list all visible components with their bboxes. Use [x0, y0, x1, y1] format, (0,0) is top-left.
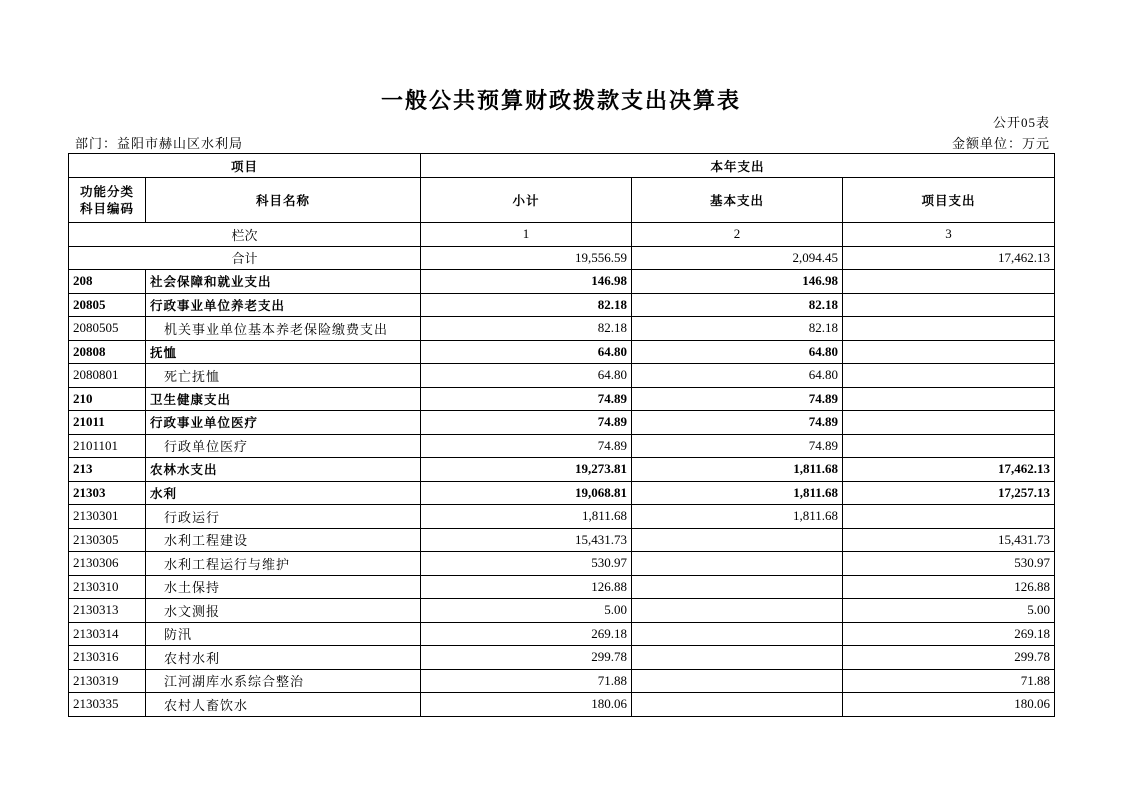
row-subtotal: 5.00 — [421, 599, 632, 623]
row-name: 江河湖库水系综合整治 — [146, 669, 421, 693]
row-name: 行政事业单位医疗 — [146, 411, 421, 435]
row-basic: 146.98 — [632, 270, 843, 294]
row-project: 530.97 — [843, 552, 1055, 576]
table-row — [69, 646, 1055, 670]
row-name: 卫生健康支出 — [146, 387, 421, 411]
row-name: 机关事业单位基本养老保险缴费支出 — [146, 317, 421, 341]
table-row — [69, 693, 1055, 717]
row-name: 农村人畜饮水 — [146, 693, 421, 717]
page-title: 一般公共预算财政拨款支出决算表 — [380, 89, 741, 114]
row-name: 农村水利 — [146, 646, 421, 670]
column-index-label: 栏次 — [69, 223, 421, 247]
row-code: 2130310 — [69, 575, 146, 599]
total-basic: 2,094.45 — [632, 246, 843, 270]
row-subtotal: 15,431.73 — [421, 528, 632, 552]
column-index-row — [69, 223, 1055, 247]
row-basic: 82.18 — [632, 293, 843, 317]
table-row — [69, 528, 1055, 552]
row-code: 2130314 — [69, 622, 146, 646]
row-subtotal: 530.97 — [421, 552, 632, 576]
item-header: 项目 — [69, 154, 421, 178]
project-header: 项目支出 — [843, 178, 1055, 223]
row-project — [843, 434, 1055, 458]
row-name: 水利工程建设 — [146, 528, 421, 552]
form-number: 公开05表 — [992, 115, 1050, 130]
subtotal-header: 小计 — [421, 178, 632, 223]
row-code: 2080505 — [69, 317, 146, 341]
row-code: 2130301 — [69, 505, 146, 529]
header-row-columns — [69, 178, 1055, 223]
table-row — [69, 505, 1055, 529]
row-basic: 74.89 — [632, 411, 843, 435]
row-code: 2130305 — [69, 528, 146, 552]
table-row — [69, 458, 1055, 482]
row-project: 17,462.13 — [843, 458, 1055, 482]
row-name: 行政运行 — [146, 505, 421, 529]
current-year-header: 本年支出 — [421, 154, 1055, 178]
row-basic — [632, 669, 843, 693]
row-basic: 64.80 — [632, 364, 843, 388]
row-subtotal: 71.88 — [421, 669, 632, 693]
row-name: 水土保持 — [146, 575, 421, 599]
row-basic — [632, 622, 843, 646]
total-row — [69, 246, 1055, 270]
table-row — [69, 622, 1055, 646]
table-row — [69, 270, 1055, 294]
row-subtotal: 19,273.81 — [421, 458, 632, 482]
row-code: 2130313 — [69, 599, 146, 623]
row-basic: 74.89 — [632, 387, 843, 411]
row-basic — [632, 599, 843, 623]
row-code: 210 — [69, 387, 146, 411]
row-subtotal: 74.89 — [421, 434, 632, 458]
row-name: 社会保障和就业支出 — [146, 270, 421, 294]
table-row — [69, 340, 1055, 364]
row-project: 15,431.73 — [843, 528, 1055, 552]
table-row — [69, 411, 1055, 435]
row-basic — [632, 575, 843, 599]
row-project — [843, 411, 1055, 435]
row-basic: 1,811.68 — [632, 458, 843, 482]
row-project: 269.18 — [843, 622, 1055, 646]
row-basic — [632, 693, 843, 717]
row-code: 2101101 — [69, 434, 146, 458]
row-project: 5.00 — [843, 599, 1055, 623]
row-name: 防汛 — [146, 622, 421, 646]
row-code: 21011 — [69, 411, 146, 435]
row-subtotal: 19,068.81 — [421, 481, 632, 505]
row-code: 208 — [69, 270, 146, 294]
row-project — [843, 340, 1055, 364]
row-basic — [632, 646, 843, 670]
row-project — [843, 293, 1055, 317]
column-index-3: 3 — [843, 223, 1055, 247]
row-project: 180.06 — [843, 693, 1055, 717]
row-project — [843, 364, 1055, 388]
row-subtotal: 180.06 — [421, 693, 632, 717]
row-name: 行政事业单位养老支出 — [146, 293, 421, 317]
row-subtotal: 82.18 — [421, 317, 632, 341]
row-project — [843, 317, 1055, 341]
table-row — [69, 387, 1055, 411]
row-subtotal: 64.80 — [421, 340, 632, 364]
table-row — [69, 293, 1055, 317]
name-header: 科目名称 — [146, 178, 421, 223]
row-subtotal: 82.18 — [421, 293, 632, 317]
row-basic — [632, 552, 843, 576]
table-row — [69, 434, 1055, 458]
row-basic: 82.18 — [632, 317, 843, 341]
row-subtotal: 74.89 — [421, 411, 632, 435]
row-project — [843, 270, 1055, 294]
row-subtotal: 1,811.68 — [421, 505, 632, 529]
row-basic: 1,811.68 — [632, 481, 843, 505]
table-row — [69, 364, 1055, 388]
row-project: 71.88 — [843, 669, 1055, 693]
row-code: 213 — [69, 458, 146, 482]
row-subtotal: 269.18 — [421, 622, 632, 646]
table-row — [69, 599, 1055, 623]
row-basic: 74.89 — [632, 434, 843, 458]
row-project: 299.78 — [843, 646, 1055, 670]
row-name: 农林水支出 — [146, 458, 421, 482]
row-name: 水利工程运行与维护 — [146, 552, 421, 576]
basic-header: 基本支出 — [632, 178, 843, 223]
row-name: 行政单位医疗 — [146, 434, 421, 458]
amount-unit-label: 金额单位：万元 — [951, 136, 1050, 151]
row-name: 死亡抚恤 — [146, 364, 421, 388]
expenditure-table — [68, 153, 1055, 717]
row-code: 20805 — [69, 293, 146, 317]
row-code: 21303 — [69, 481, 146, 505]
table-row — [69, 481, 1055, 505]
row-name: 水利 — [146, 481, 421, 505]
column-index-2: 2 — [632, 223, 843, 247]
row-project — [843, 505, 1055, 529]
row-subtotal: 64.80 — [421, 364, 632, 388]
row-name: 水文测报 — [146, 599, 421, 623]
row-basic: 64.80 — [632, 340, 843, 364]
row-project: 17,257.13 — [843, 481, 1055, 505]
row-code: 2130306 — [69, 552, 146, 576]
table-row — [69, 669, 1055, 693]
row-basic — [632, 528, 843, 552]
header-row-top — [69, 154, 1055, 178]
row-subtotal: 126.88 — [421, 575, 632, 599]
row-subtotal: 74.89 — [421, 387, 632, 411]
row-code: 2080801 — [69, 364, 146, 388]
department-label: 部门：益阳市赫山区水利局 — [75, 136, 244, 151]
row-project: 126.88 — [843, 575, 1055, 599]
row-name: 抚恤 — [146, 340, 421, 364]
total-subtotal: 19,556.59 — [421, 246, 632, 270]
table-row — [69, 317, 1055, 341]
code-header: 功能分类 科目编码 — [69, 178, 146, 223]
row-code: 20808 — [69, 340, 146, 364]
row-basic: 1,811.68 — [632, 505, 843, 529]
row-subtotal: 146.98 — [421, 270, 632, 294]
row-subtotal: 299.78 — [421, 646, 632, 670]
table-row — [69, 552, 1055, 576]
table-row — [69, 575, 1055, 599]
row-code: 2130335 — [69, 693, 146, 717]
column-index-1: 1 — [421, 223, 632, 247]
row-code: 2130319 — [69, 669, 146, 693]
total-project: 17,462.13 — [843, 246, 1055, 270]
row-code: 2130316 — [69, 646, 146, 670]
total-label: 合计 — [69, 246, 421, 270]
row-project — [843, 387, 1055, 411]
